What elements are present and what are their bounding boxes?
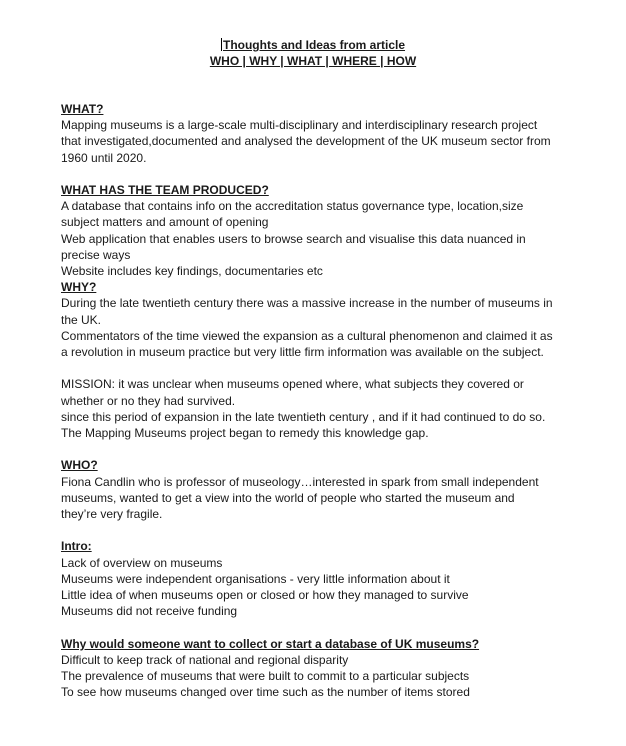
heading-who: WHO?	[61, 458, 98, 473]
text-line: Lack of overview on museums	[61, 555, 223, 570]
text-cursor	[221, 38, 222, 51]
text-line: Fiona Candlin who is professor of museology…interested in spark from small independent	[61, 474, 539, 489]
text-line: During the late twentieth century there was a massive increase in the number of museums in	[61, 296, 553, 311]
section-intro	[61, 538, 571, 619]
section-collect	[61, 636, 571, 701]
text-line: Difficult to keep track of national and regional disparity	[61, 652, 349, 667]
text-line: since this period of expansion in the late twentieth century , and if it had continued to do so.	[61, 409, 546, 424]
text-line: Website includes key findings, documentaries etc	[61, 264, 323, 279]
heading-collect: Why would someone want to collect or start a database of UK museums?	[61, 636, 480, 651]
heading-what: WHAT?	[61, 102, 104, 116]
text-line: whether or no they had survived.	[61, 393, 236, 408]
blank-line	[61, 522, 571, 538]
section-who	[61, 457, 571, 522]
blank-line	[61, 360, 571, 376]
document-subtitle: WHO | WHY | WHAT | WHERE | HOW	[209, 54, 417, 68]
text-line: precise ways	[61, 247, 131, 262]
text-line: Little idea of when museums open or closed or how they managed to survive	[61, 588, 469, 603]
blank-line	[61, 441, 571, 457]
text-line: museums, wanted to get a view into the world of people who started the museum and	[61, 490, 515, 505]
text-line: the UK.	[61, 312, 102, 327]
text-line: a revolution in museum practice but very little firm information was available on the subject.	[61, 345, 544, 360]
document-title[interactable]: Thoughts and Ideas from article	[222, 38, 406, 52]
text-line: that investigated,documented and analysed the development of the UK museum sector from	[61, 134, 551, 149]
text-line: The prevalence of museums that were built to commit to a particular subjects	[61, 669, 470, 684]
text-line: A database that contains info on the accreditation status governance type, location,size	[61, 199, 524, 214]
text-line: subject matters and amount of opening	[61, 215, 269, 230]
text-line: 1960 until 2020.	[61, 150, 147, 165]
text-line: Web application that enables users to browse search and visualise this data nuanced in	[61, 231, 526, 246]
text-line: To see how museums changed over time such as the number of items stored	[61, 685, 470, 700]
section-why	[61, 279, 571, 360]
section-what	[61, 101, 571, 166]
text-line: The Mapping Museums project began to remedy this knowledge gap.	[61, 426, 429, 441]
document-body[interactable]	[61, 101, 571, 700]
text-line: MISSION: it was unclear when museums opened where, what subjects they covered or	[61, 377, 524, 392]
heading-produced: WHAT HAS THE TEAM PRODUCED?	[61, 183, 269, 197]
section-produced	[61, 182, 571, 279]
blank-line	[61, 166, 571, 182]
blank-line	[61, 619, 571, 635]
title-block	[0, 37, 626, 69]
section-mission	[61, 376, 571, 441]
text-line: Mapping museums is a large-scale multi-disciplinary and interdisciplinary research project	[61, 118, 538, 133]
text-line: Museums were independent organisations - very little information about it	[61, 571, 450, 586]
text-line: Commentators of the time viewed the expansion as a cultural phenomenon and claimed it as	[61, 328, 553, 343]
heading-intro: Intro:	[61, 539, 92, 554]
text-line: they’re very fragile.	[61, 507, 163, 522]
text-line: Museums did not receive funding	[61, 604, 238, 619]
heading-why: WHY?	[61, 280, 97, 295]
